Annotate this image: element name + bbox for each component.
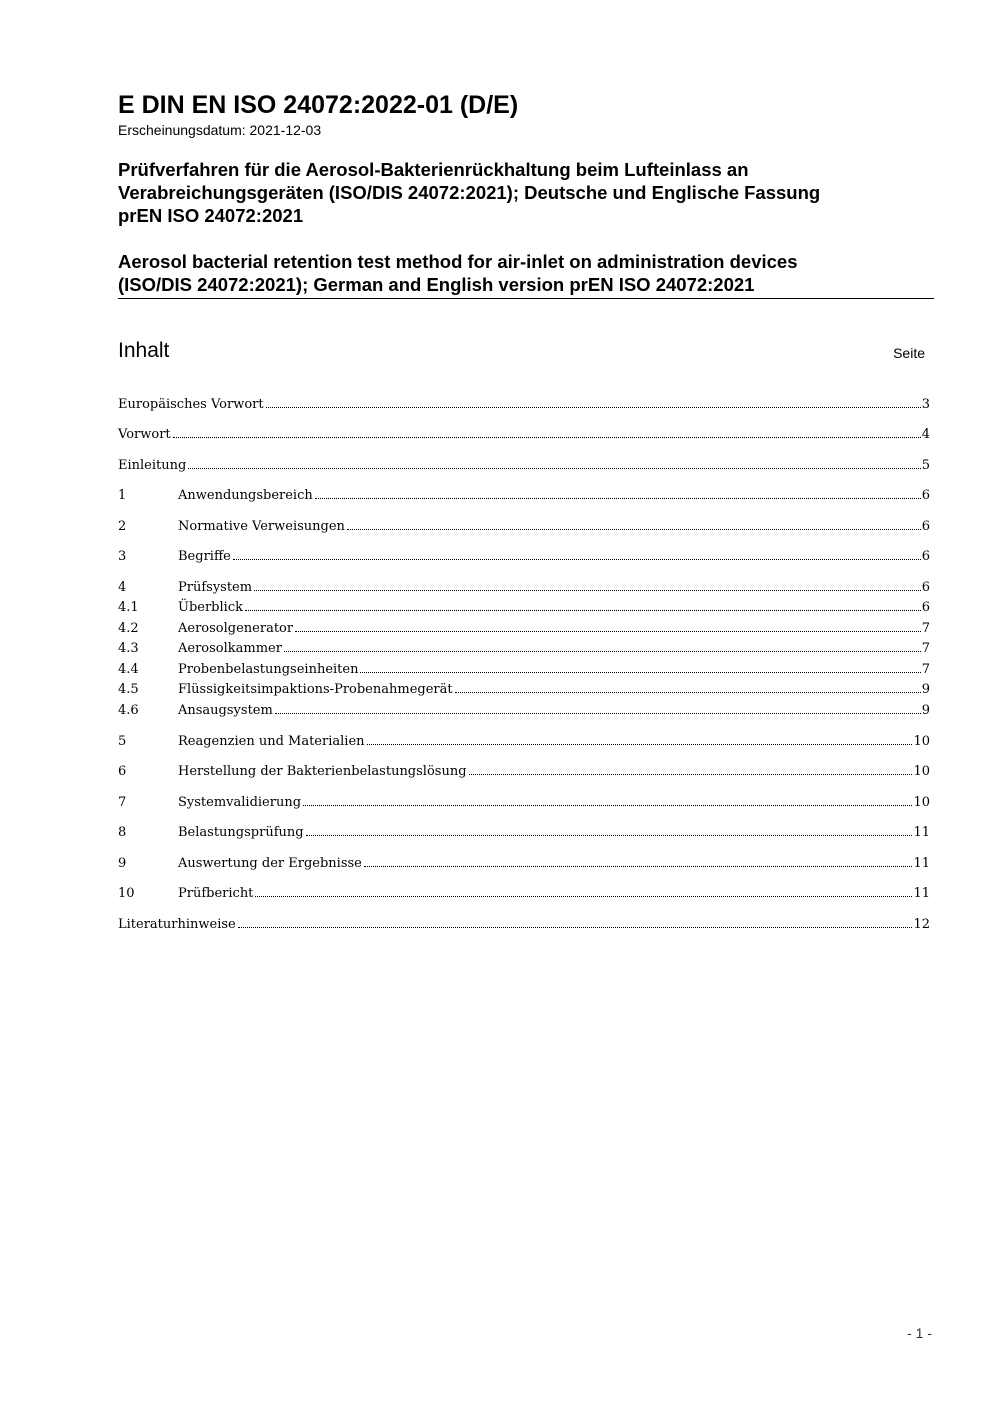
title-german-line: Prüfverfahren für die Aerosol-Bakterienrückhaltung beim Lufteinlass an bbox=[118, 159, 749, 180]
toc-leader bbox=[303, 804, 912, 806]
toc-page-label: Seite bbox=[893, 345, 925, 361]
toc-entry-number: 6 bbox=[118, 764, 127, 779]
toc-entry[interactable] bbox=[118, 885, 930, 903]
toc-entry-number: 4.5 bbox=[118, 682, 139, 697]
toc-entry-title: Belastungsprüfung bbox=[178, 825, 304, 840]
toc-entry[interactable] bbox=[118, 702, 930, 720]
toc-leader bbox=[238, 926, 913, 928]
title-german-line: Verabreichungsgeräten (ISO/DIS 24072:2021); Deutsche und Englische Fassung bbox=[118, 182, 821, 203]
toc-entry-page: 6 bbox=[921, 580, 930, 595]
toc-leader bbox=[315, 497, 921, 499]
toc-entry-number: 5 bbox=[118, 734, 127, 749]
toc-leader bbox=[295, 630, 921, 632]
toc-entry[interactable] bbox=[118, 855, 930, 873]
toc-entry-page: 5 bbox=[921, 458, 930, 473]
toc-entry[interactable] bbox=[118, 579, 930, 597]
table-of-contents bbox=[118, 0, 930, 1403]
toc-entry-title: Überblick bbox=[178, 600, 243, 615]
toc-entry[interactable] bbox=[118, 916, 930, 934]
toc-leader bbox=[469, 773, 913, 775]
toc-entry-title: Europäisches Vorwort bbox=[118, 397, 264, 412]
toc-entry-number: 8 bbox=[118, 825, 127, 840]
toc-entry-page: 6 bbox=[921, 600, 930, 615]
toc-entry-number: 4.1 bbox=[118, 600, 139, 615]
toc-entry-page: 3 bbox=[921, 397, 930, 412]
toc-entry-number: 4.3 bbox=[118, 641, 139, 656]
toc-entry-number: 4.4 bbox=[118, 662, 139, 677]
toc-entry-page: 9 bbox=[921, 682, 930, 697]
document-id: E DIN EN ISO 24072:2022-01 (D/E) bbox=[118, 91, 519, 119]
toc-heading: Inhalt bbox=[118, 339, 170, 362]
toc-entry-title: Ansaugsystem bbox=[178, 703, 273, 718]
toc-leader bbox=[233, 558, 921, 560]
toc-entry-number: 4.6 bbox=[118, 703, 139, 718]
toc-entry-page: 10 bbox=[913, 764, 930, 779]
toc-entry-number: 9 bbox=[118, 856, 127, 871]
toc-entry-number: 7 bbox=[118, 795, 127, 810]
toc-entry-title: Reagenzien und Materialien bbox=[178, 734, 365, 749]
toc-entry-title: Auswertung der Ergebnisse bbox=[178, 856, 362, 871]
toc-entry-page: 6 bbox=[921, 519, 930, 534]
toc-entry-page: 10 bbox=[913, 795, 930, 810]
toc-entry-title: Prüfsystem bbox=[178, 580, 253, 595]
toc-entry-page: 10 bbox=[913, 734, 930, 749]
toc-leader bbox=[367, 743, 913, 745]
toc-entry-title: Prüfbericht bbox=[178, 886, 254, 901]
toc-entry-page: 7 bbox=[921, 621, 930, 636]
toc-entry[interactable] bbox=[118, 640, 930, 658]
title-english-line: Aerosol bacterial retention test method for air-inlet on administration devices bbox=[118, 251, 798, 272]
toc-leader bbox=[266, 406, 921, 408]
title-german-line: prEN ISO 24072:2021 bbox=[118, 205, 304, 226]
toc-entry-page: 11 bbox=[913, 825, 930, 840]
publication-date: Erscheinungsdatum: 2021-12-03 bbox=[118, 122, 322, 138]
toc-leader bbox=[173, 436, 921, 438]
toc-entry-number: 4 bbox=[118, 580, 127, 595]
toc-entry-page: 11 bbox=[913, 856, 930, 871]
toc-entry-number: 4.2 bbox=[118, 621, 139, 636]
toc-entry-number: 3 bbox=[118, 549, 127, 564]
toc-entry-title: Anwendungsbereich bbox=[178, 488, 313, 503]
toc-entry-number: 10 bbox=[118, 886, 135, 901]
toc-entry[interactable] bbox=[118, 661, 930, 679]
toc-leader bbox=[255, 895, 912, 897]
toc-entry[interactable] bbox=[118, 733, 930, 751]
toc-entry-number: 1 bbox=[118, 488, 127, 503]
toc-entry-title: Flüssigkeitsimpaktions-Probenahmegerät bbox=[178, 682, 453, 697]
toc-leader bbox=[254, 589, 921, 591]
toc-entry-page: 7 bbox=[921, 641, 930, 656]
toc-entry-page: 11 bbox=[913, 886, 930, 901]
toc-entry[interactable] bbox=[118, 681, 930, 699]
toc-leader bbox=[245, 609, 921, 611]
toc-entry-page: 6 bbox=[921, 549, 930, 564]
toc-entry-title: Literaturhinweise bbox=[118, 917, 236, 932]
toc-entry-title: Aerosolkammer bbox=[178, 641, 282, 656]
toc-entry[interactable] bbox=[118, 620, 930, 638]
toc-entry-number: 2 bbox=[118, 519, 127, 534]
toc-leader bbox=[347, 528, 921, 530]
toc-entry-page: 6 bbox=[921, 488, 930, 503]
toc-entry-title: Normative Verweisungen bbox=[178, 519, 345, 534]
toc-leader bbox=[360, 671, 920, 673]
toc-entry-title: Herstellung der Bakterienbelastungslösung bbox=[178, 764, 467, 779]
toc-entry-title: Einleitung bbox=[118, 458, 187, 473]
toc-entry[interactable] bbox=[118, 599, 930, 617]
toc-leader bbox=[284, 650, 921, 652]
toc-entry[interactable] bbox=[118, 426, 930, 444]
title-english-line: (ISO/DIS 24072:2021); German and English version prEN ISO 24072:2021 bbox=[118, 274, 755, 295]
toc-entry[interactable] bbox=[118, 457, 930, 475]
toc-leader bbox=[275, 712, 921, 714]
page-number: - 1 - bbox=[907, 1325, 932, 1341]
toc-entry-page: 7 bbox=[921, 662, 930, 677]
toc-entry-page: 12 bbox=[913, 917, 930, 932]
toc-entry[interactable] bbox=[118, 824, 930, 842]
toc-leader bbox=[364, 865, 913, 867]
toc-leader bbox=[188, 467, 920, 469]
toc-entry-title: Aerosolgenerator bbox=[178, 621, 294, 636]
toc-entry[interactable] bbox=[118, 763, 930, 781]
toc-entry-page: 9 bbox=[921, 703, 930, 718]
toc-entry-title: Systemvalidierung bbox=[178, 795, 302, 810]
toc-entry[interactable] bbox=[118, 487, 930, 505]
toc-entry[interactable] bbox=[118, 518, 930, 536]
toc-entry[interactable] bbox=[118, 794, 930, 812]
toc-leader bbox=[306, 834, 913, 836]
toc-leader bbox=[455, 691, 921, 693]
toc-entry[interactable] bbox=[118, 548, 930, 566]
toc-entry[interactable] bbox=[118, 396, 930, 414]
toc-entry-title: Vorwort bbox=[118, 427, 171, 442]
toc-entry-page: 4 bbox=[921, 427, 930, 442]
toc-entry-title: Begriffe bbox=[178, 549, 231, 564]
toc-entry-title: Probenbelastungseinheiten bbox=[178, 662, 359, 677]
